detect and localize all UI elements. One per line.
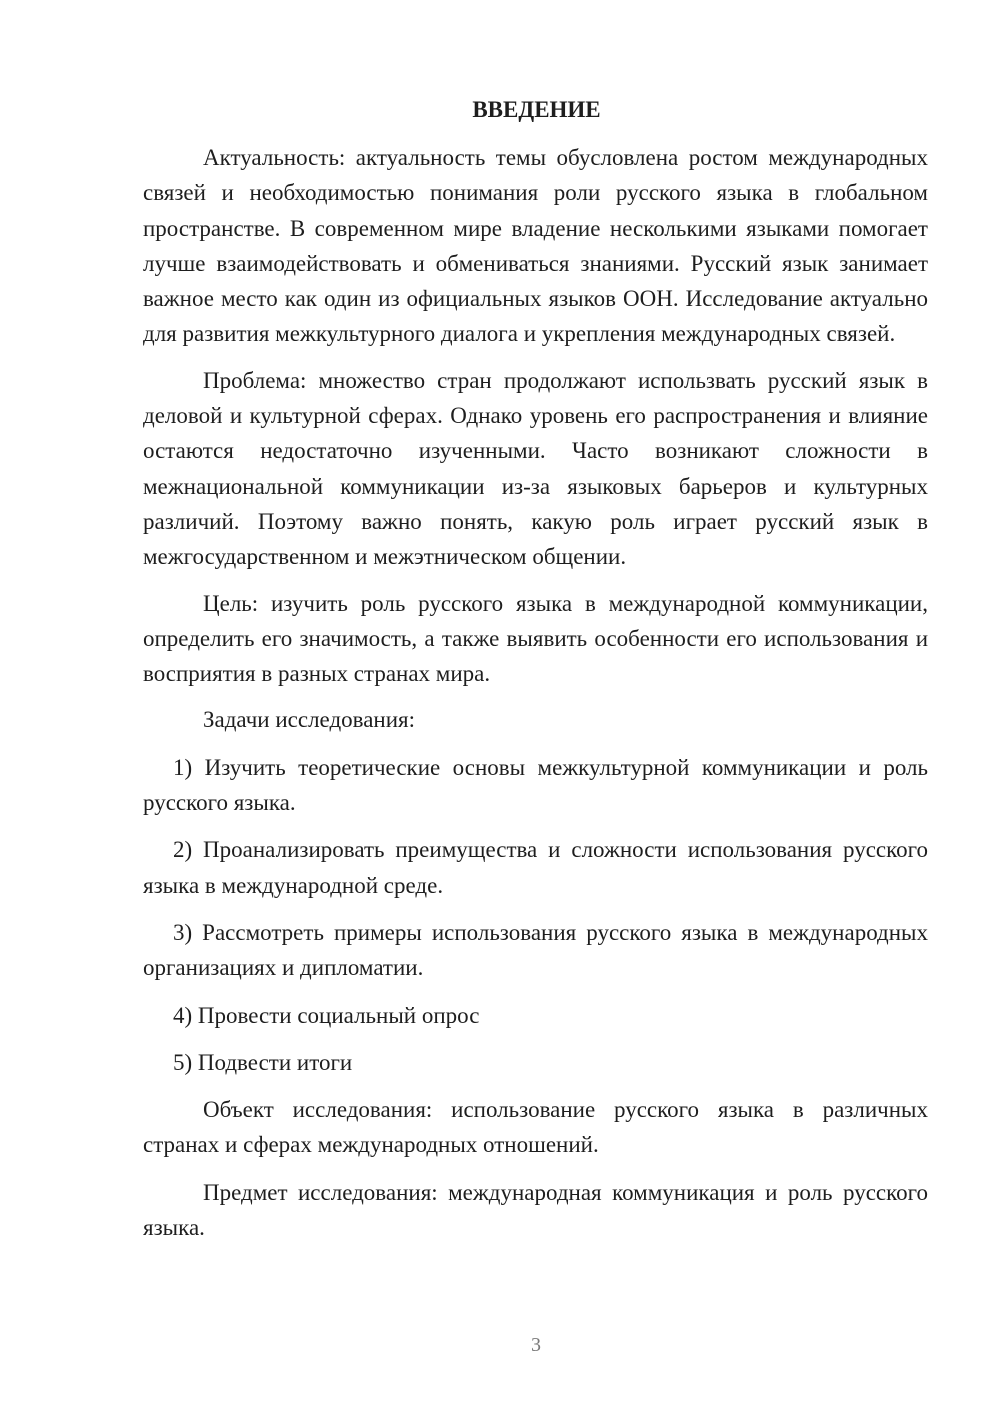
- task-item-2: 2) Проанализировать преимущества и сложности использования русского языка в международной среде.: [143, 837, 928, 898]
- task-item-1: 1) Изучить теоретические основы межкультурной коммуникации и роль русского языка.: [143, 754, 928, 816]
- task-item-4: 4) Провести социальный опрос: [173, 1002, 480, 1028]
- paragraph-problem: Проблема: множество стран продолжают использвать русский язык в деловой и культурной сферах. Однако уровень его распространения и влияние остаются недостаточно изученными. Часто возникают сложности в межнациональной коммуникации из-за языковых барьеров и культурных различий. Поэтому важно понять, какую роль играет русский язык в межгосударственном и межэтническом общении.: [143, 367, 928, 570]
- paragraph-object: Объект исследования: использование русского языка в различных странах и сферах международных отношений.: [143, 1097, 928, 1158]
- task-item-3: 3) Рассмотреть примеры использования русского языка в международных организациях и дипломатии.: [143, 919, 928, 981]
- task-item-5: 5) Подвести итоги: [173, 1049, 353, 1075]
- paragraph-subject: Предмет исследования: международная коммуникация и роль русского языка.: [143, 1179, 928, 1241]
- page-content: [143, 94, 928, 1245]
- page-number: 3: [531, 1334, 541, 1356]
- tasks-heading: Задачи исследования:: [203, 707, 416, 733]
- paragraph-goal: Цель: изучить роль русского языка в международной коммуникации, определить его значимость, а также выявить особенности его использования и восприятия в разных странах мира.: [143, 590, 928, 687]
- page-title: ВВЕДЕНИЕ: [472, 97, 601, 122]
- paragraph-relevance: Актуальность: актуальность темы обусловлена ростом международных связей и необходимостью понимания роли русского языка в глобальном пространстве. В современном мире владение несколькими языками помогает лучше взаимодействовать и обмениваться знаниями. Русский язык занимает важное место как один из официальных языков ООН. Исследование актуально для развития межкультурного диалога и укрепления международных связей.: [143, 145, 928, 347]
